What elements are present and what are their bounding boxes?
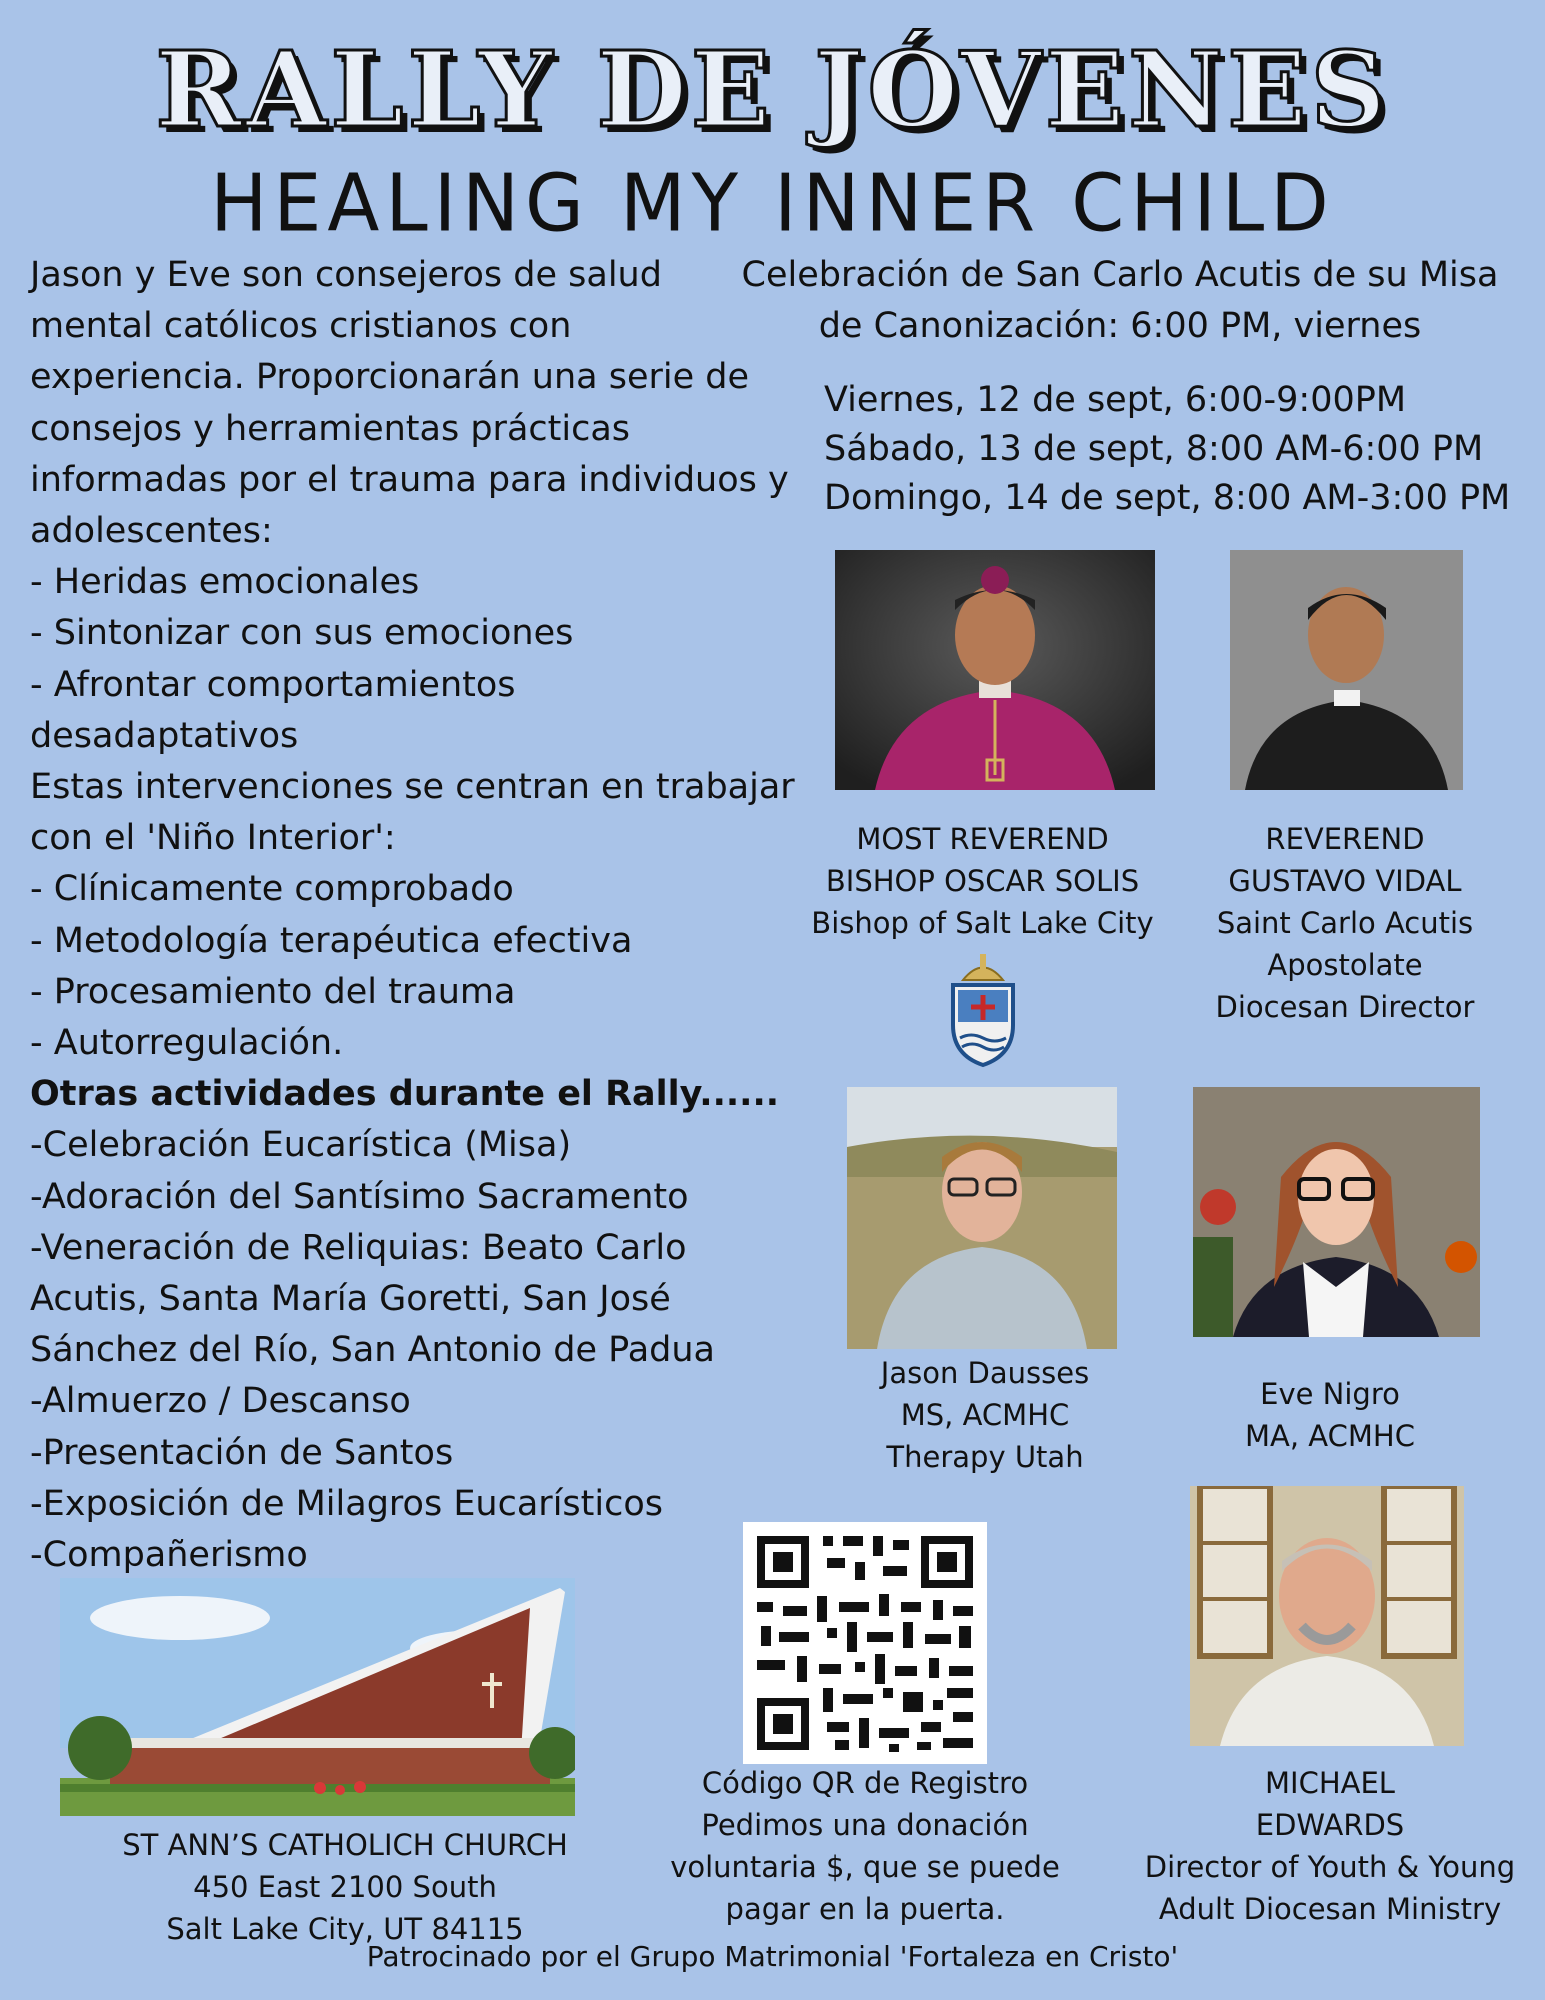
qr-caption [655, 1762, 1075, 1930]
reverend-photo [1230, 550, 1463, 790]
program-description [30, 250, 800, 1581]
reverend-title: REVEREND [1265, 822, 1425, 856]
church-city: Salt Lake City, UT 84115 [166, 1912, 524, 1946]
intro-line: consejos y herramientas prácticas [30, 408, 631, 449]
reverend-role: Apostolate [1267, 948, 1423, 982]
qr-note: pagar en la puerta. [725, 1892, 1005, 1926]
michael-role: Adult Diocesan Ministry [1158, 1892, 1502, 1926]
intro-line: mental católicos cristianos con [30, 306, 572, 347]
intro-line: adolescentes: [30, 511, 273, 552]
jason-credentials: MS, ACMHC [900, 1398, 1070, 1432]
michael-caption [1130, 1762, 1530, 1930]
intro-line: experiencia. Proporcionarán una serie de [30, 357, 750, 398]
qr-note: voluntaria $, que se puede [670, 1850, 1060, 1884]
jason-affiliation: Therapy Utah [886, 1440, 1084, 1474]
jason-photo [847, 1087, 1117, 1349]
topic-item: desadaptativos [30, 715, 299, 756]
intro-line: informadas por el trauma para individuos y [30, 459, 789, 500]
michael-role: Director of Youth & Young [1144, 1850, 1516, 1884]
reverend-role: Saint Carlo Acutis [1216, 906, 1474, 940]
qr-title: Código QR de Registro [701, 1766, 1029, 1800]
activity-item: -Adoración del Santísimo Sacramento [30, 1176, 689, 1217]
schedule-day: Viernes, 12 de sept, 6:00-9:00PM [824, 380, 1407, 420]
focus-item: - Clínicamente comprobado [30, 869, 514, 910]
focus-item: - Metodología terapéutica efectiva [30, 920, 633, 961]
qr-note: Pedimos una donación [701, 1808, 1029, 1842]
bishop-name: BISHOP OSCAR SOLIS [825, 864, 1140, 898]
schedule [824, 376, 1510, 523]
activity-item: -Compañerismo [30, 1535, 308, 1576]
jason-caption [840, 1352, 1130, 1478]
church-name: ST ANN’S CATHOLICH CHURCH [122, 1828, 568, 1862]
michael-first-name: MICHAEL [1265, 1766, 1395, 1800]
eve-credentials: MA, ACMHC [1245, 1419, 1415, 1453]
activity-item: Acutis, Santa María Goretti, San José [30, 1279, 671, 1320]
focus-item: - Autorregulación. [30, 1023, 344, 1064]
eve-name: Eve Nigro [1260, 1377, 1400, 1411]
bishop-caption [800, 818, 1165, 944]
eve-caption [1185, 1373, 1475, 1457]
topic-item: - Heridas emocionales [30, 562, 420, 603]
focus-line: Estas intervenciones se centran en trabajar [30, 767, 795, 808]
canonization-note [720, 250, 1520, 352]
activity-item: Sánchez del Río, San Antonio de Padua [30, 1330, 715, 1371]
church-photo [60, 1578, 575, 1816]
activity-item: -Exposición de Milagros Eucarísticos [30, 1483, 663, 1524]
page-subtitle: HEALING MY INNER CHILD [210, 155, 1335, 250]
schedule-day: Sábado, 13 de sept, 8:00 AM-6:00 PM [824, 429, 1484, 469]
diocese-crest-icon [938, 950, 1028, 1070]
activities-heading: Otras actividades durante el Rally...... [30, 1074, 780, 1115]
bishop-role: Bishop of Salt Lake City [811, 906, 1154, 940]
eve-photo [1193, 1087, 1480, 1337]
jason-name: Jason Dausses [880, 1356, 1090, 1390]
topic-item: - Afrontar comportamientos [30, 664, 516, 705]
michael-photo [1190, 1486, 1464, 1746]
topic-item: - Sintonizar con sus emociones [30, 613, 574, 654]
activity-item: -Veneración de Reliquias: Beato Carlo [30, 1227, 687, 1268]
canonization-line: de Canonización: 6:00 PM, viernes [818, 306, 1422, 346]
reverend-role: Diocesan Director [1215, 990, 1475, 1024]
focus-line: con el 'Niño Interior': [30, 818, 396, 859]
bishop-title: MOST REVEREND [856, 822, 1109, 856]
bishop-photo [835, 550, 1155, 790]
church-street: 450 East 2100 South [193, 1870, 497, 1904]
michael-last-name: EDWARDS [1255, 1808, 1405, 1842]
focus-item: - Procesamiento del trauma [30, 971, 516, 1012]
registration-qr-code[interactable] [743, 1522, 987, 1764]
reverend-name: GUSTAVO VIDAL [1228, 864, 1462, 898]
intro-line: Jason y Eve son consejeros de salud [30, 255, 662, 295]
activity-item: -Presentación de Santos [30, 1432, 454, 1473]
schedule-day: Domingo, 14 de sept, 8:00 AM-3:00 PM [824, 478, 1511, 518]
sponsor-footer: Patrocinado por el Grupo Matrimonial 'Fortaleza en Cristo' [366, 1940, 1179, 1973]
reverend-caption [1185, 818, 1505, 1028]
activity-item: -Celebración Eucarística (Misa) [30, 1125, 572, 1166]
page-title: RALLY DE JÓVENES [155, 28, 1390, 151]
church-address [105, 1824, 585, 1950]
canonization-line: Celebración de San Carlo Acutis de su Misa [741, 255, 1499, 295]
activity-item: -Almuerzo / Descanso [30, 1381, 411, 1422]
